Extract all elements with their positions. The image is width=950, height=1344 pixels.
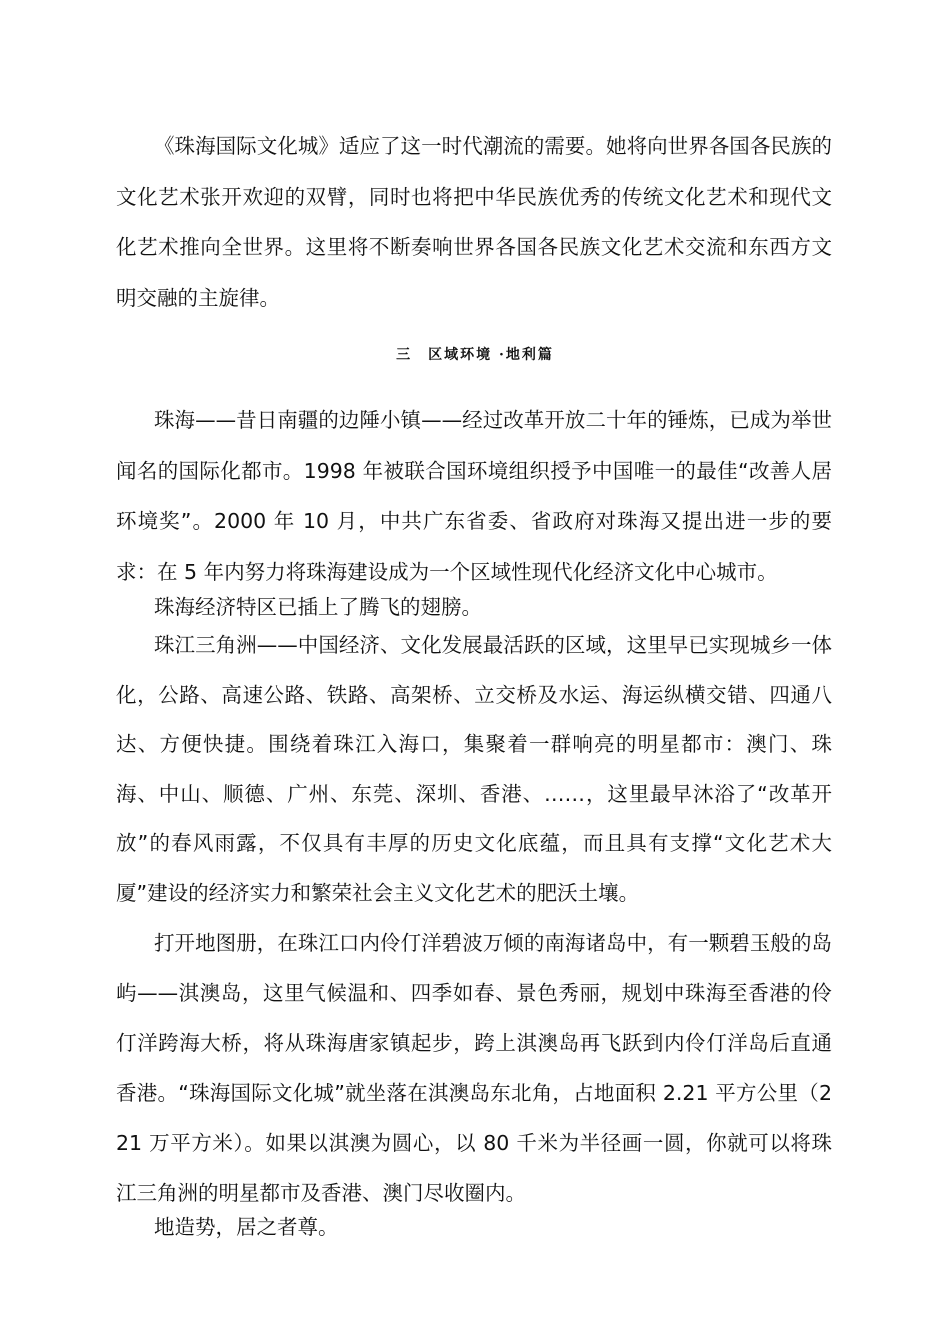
paragraph-zhuhai-intro: 珠海——昔日南疆的边陲小镇——经过改革开放二十年的锤炼，已成为举世闻名的国际化都市。1998 年被联合国环境组织授予中国唯一的最佳“改善人居环境奖”。2000 年 10 月，中共广东省委、省政府对珠海又提出进一步的要求：在 5 年内努力将珠海建设成为一个区域性现代化经济文化中心城市。 <box>116 408 832 584</box>
paragraph-zhuhai-wings: 珠海经济特区已插上了腾飞的翅膀。 <box>154 595 482 619</box>
paragraph-closing: 地造势，居之者尊。 <box>154 1215 339 1239</box>
section-heading: 三 区域环境 ·地利篇 <box>396 347 554 363</box>
paragraph-qiao-island: 打开地图册，在珠江口内伶仃洋碧波万倾的南海诸岛中，有一颗碧玉般的岛屿——淇澳岛，这里气候温和、四季如春、景色秀丽，规划中珠海至香港的伶仃洋跨海大桥，将从珠海唐家镇起步，跨上淇澳岛再飞跃到内伶仃洋岛后直通香港。“珠海国际文化城”就坐落在淇澳岛东北角，占地面积 2.21 平方公里（221 万平方米）。如果以淇澳为圆心，以 80 千米为半径画一圆，你就可以将珠江三角洲的明星都市及香港、澳门尽收圈内。 <box>116 931 832 1205</box>
paragraph-city-purpose: 《珠海国际文化城》适应了这一时代潮流的需要。她将向世界各国各民族的文化艺术张开欢迎的双臂，同时也将把中华民族优秀的传统文化艺术和现代文化艺术推向全世界。这里将不断奏响世界各国各民族文化艺术交流和东西方文明交融的主旋律。 <box>116 134 832 310</box>
paragraph-pearl-river-delta: 珠江三角洲——中国经济、文化发展最活跃的区域，这里早已实现城乡一体化，公路、高速公路、铁路、高架桥、立交桥及水运、海运纵横交错、四通八达、方便快捷。围绕着珠江入海口，集聚着一群响亮的明星都市：澳门、珠海、中山、顺德、广州、东莞、深圳、香港、……，这里最早沐浴了“改革开放”的春风雨露，不仅具有丰厚的历史文化底蕴，而且具有支撑“文化艺术大厦”建设的经济实力和繁荣社会主义文化艺术的肥沃土壤。 <box>116 633 832 905</box>
